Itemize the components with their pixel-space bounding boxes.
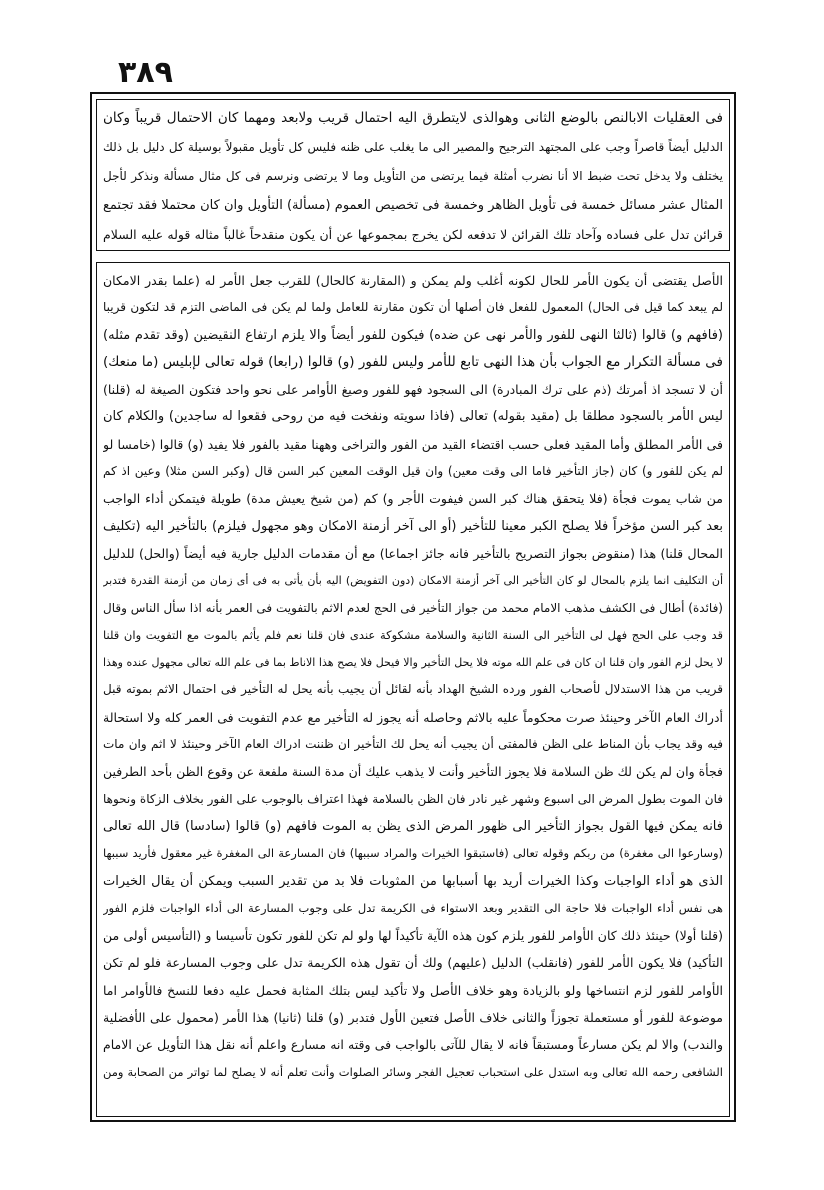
text-line: المثال عشر مسائل خمسة فى تأويل الظاهر وخمسة فى تخصيص العموم (مسألة) التأويل وان كان محتملا فقد تجتمع <box>103 198 723 213</box>
text-line: أن لا تسجد اذ أمرتك (ذم على ترك المبادرة) الى السجود فهو للفور وصيغ الأوامر على نحو واحد فتكون الصيغة له (قلنا) <box>103 382 723 398</box>
text-line: الدليل أيضاً قاصراً وجب على المجتهد الترجيح والمصير الى ما يغلب على ظنه فليس كل تأويل مقبولاً بوسيلة كل دليل بل ذلك <box>103 140 723 154</box>
text-line: قد وجب على الحج فهل لى التأخير الى السنة الثانية والسلامة مشكوكة عندى فان قلنا نعم فلم يأثم بالموت مع التفويت وان قلنا <box>103 627 723 642</box>
text-line: الأوامر للفور لزم انتساخها ولو بالزيادة وهو خلاف الأصل ولا تأكيد ليس بتلك المثابة فحمل عليه دفعا للنسخ فالأوامر اما <box>103 982 723 998</box>
text-line: لم يبعد كما قيل فى الحال) المعمول للفعل فان أصلها أن تكون مقارنة للعامل ولما لم يكن فى الماضى التزم قد لتكون قريبا <box>103 300 723 315</box>
text-line: فى العقليات الابالنص بالوضع الثانى وهوالذى لايتطرق اليه احتمال قريب ولابعد ومهما كان الاحتمال قريباً وكان <box>103 110 723 126</box>
text-line: التأكيد) فلا يكون الأمر للفور (فانقلب) الدليل (عليهم) ولك أن تقول هذه الكريمة تدل على وجوب المسارعة فلو لم تكن <box>103 955 723 971</box>
text-line: بعد كبر السن مؤخراً فلا يصلح الكبر معينا للتأخير (أو الى آخر أزمنة الامكان وهو مجهول فيلزم) بالتأخير اليه (تكليف <box>103 518 723 534</box>
text-line: قريب من هذا الاستدلال لأصحاب الفور ورده الشيخ الهداد بأنه لقائل أن يجيب بأنه يحل له التأخير فى احتمال الاثم بموته قبل <box>103 682 723 697</box>
text-line: لا يحل لزم الفور وان قلنا ان كان فى علم الله موته فلا يحل التأخير والا فيحل فلا يصح هذا الاناط بما فى علم الله تعالى مجهول عنده وهذا <box>103 656 723 670</box>
text-line: (فافهم و) قالوا (ثالثا النهى للفور والأمر نهى عن ضده) فيكون للفور أيضاً والا يلزم ارتفاع النقيضين (وقد تقدم مثله) <box>103 327 723 343</box>
text-line: والندب) والا لم يكن مسارعاً ومستبقاً فانه لا يقال للآتى بالواجب فى وقته انه مسارع واعلم أنه نقل هذا التأويل عن الامام <box>103 1037 723 1053</box>
text-line: موضوعة للفور أو مستعملة تجوزاً والثانى خلاف الأصل فتعين الأول فتدبر (و) قلنا (ثانيا) هذا الأمر (محمول على الأفضلية <box>103 1010 723 1026</box>
upper-text-block <box>96 99 730 251</box>
text-line: قرائن تدل على فساده وآحاد تلك القرائن لا تدفعه لكن يخرج بمجموعها عن أن يكون منقدحاً غالباً مثاله قوله عليه السلام <box>103 227 723 242</box>
text-line: الذى هو أداء الواجبات وكذا الخيرات أريد بها أسبابها من المثوبات فلا بد من تقدير السبب ويمكن أن يقال الخيرات <box>103 873 723 889</box>
text-line: هى نفس أداء الواجبات فلا حاجة الى التقدير وبعد الاستواء فى الكريمة تدل على وجوب المسارعة الى أداء الواجبات فلزم الفور <box>103 900 723 915</box>
text-line: فى مسألة التكرار مع الجواب بأن هذا النهى تابع للأمر وليس للفور (و) قالوا (رابعا) قوله تعالى لإبليس (ما منعك) <box>103 353 723 370</box>
text-line: ليس الأمر بالسجود مطلقا بل (مقيد بقوله) تعالى (فاذا سويته ونفخت فيه من روحى فقعوا له ساجدين) والكلام كان <box>103 409 723 425</box>
text-line: فى الأمر المطلق وأما المقيد فعلى حسب اقتضاء القيد من الفور والتراخى وههنا مقيد بالفور فلا يفيد (و) قالوا (خامسا لو <box>103 436 723 452</box>
text-line: أدراك العام الآخر وحينئذ صرت محكوماً عليه بالاثم وحاصله أنه يجوز له التأخير مع عدم التفويت فى العمر كله ولا استحالة <box>103 709 723 725</box>
text-line: يختلف ولا يدخل تحت ضبط الا أنا نضرب أمثلة فيما يرتضى من التأويل وما لا يرتضى ونرسم فى كل مثال مسألة ونذكر لأجل <box>103 169 723 183</box>
text-line: (فائدة) أطال فى الكشف مذهب الامام محمد من جواز التأخير فى الحج لعدم الاثم بالتفويت فى العمر بأنه اذا سأل الناس وقال <box>103 600 723 615</box>
text-line: فان الموت بطول المرض الى اسبوع وشهر غير نادر فان الظن بالسلامة فهذا اعتراف بالوجوب على الفور بخلاف الزكاة ونحوها <box>103 791 723 806</box>
page-number: ٣٨٩ <box>118 55 173 90</box>
text-line: من شاب يموت فجأة (فلا يتحقق هناك كبر السن فيفوت الأجر و) كم (من شيخ يعيش مدة) طويلة فيتمكن أداء الواجب <box>103 491 723 507</box>
text-line: الأصل يقتضى أن يكون الأمر للحال لكونه أغلب ولم يمكن و (المقارنة كالحال) للقرب جعل الأمر له (علما بقدر الامكان <box>103 273 723 288</box>
commentary-text-block <box>96 262 730 1117</box>
text-line: الشافعى رحمه الله تعالى وبه استدل على استحباب تعجيل الفجر وسائر الصلوات وأنت تعلم أنه لا يصلح لما تواتر من الصحابة ومن <box>103 1064 723 1079</box>
text-line: أن التكليف انما يلزم بالمحال لو كان التأخير الى آخر أزمنة الامكان (دون التفويض) اليه بأن يأتى به فى أى زمان من أزمنة القدرة فتدبر <box>103 574 723 588</box>
text-line: لم يكن للفور و) كان (جاز التأخير فاما الى وقت معين) وان قيل الوقت المعين كبر السن قال (وكبر السن مثلا) وعين اذ كم <box>103 464 723 479</box>
text-line: فيه وقد يجاب بأن المناط على الظن فالمفتى أن يجيب أنه يحل لك التأخير ان ظننت ادراك العام الآخر وحينئذ لا اثم وان مات <box>103 737 723 752</box>
text-line: فانه يمكن فيها القول بجواز التأخير الى ظهور المرض الذى يظن به الموت فافهم (و) قالوا (سادسا) قال الله تعالى <box>103 818 723 834</box>
text-line: (وسارعوا الى مغفرة) من ربكم وقوله تعالى (فاستبقوا الخيرات والمراد سببها) فان المسارعة الى المغفرة غير معقول فأريد سببها <box>103 846 723 861</box>
text-line: (قلنا أولا) حينئذ ذلك كان الأوامر للفور يلزم كون هذه الآية تأكيداً لها ولو لم تكن للفور تكون تأسيسا و (التأسيس أولى من <box>103 928 723 944</box>
text-line: فجأة وان لم يكن لك ظن السلامة فلا يجوز التأخير وأنت لا يذهب عليك أن مدة السنة ملفعة عن وقوع الظن بأحد الطرفين <box>103 764 723 780</box>
text-line: المحال قلنا) هذا (منقوض بجواز التصريح بالتأخير فانه جائز اجماعا) مع أن مقدمات الدليل جارية فيه أيضاً (والحل) للدليل <box>103 545 723 561</box>
